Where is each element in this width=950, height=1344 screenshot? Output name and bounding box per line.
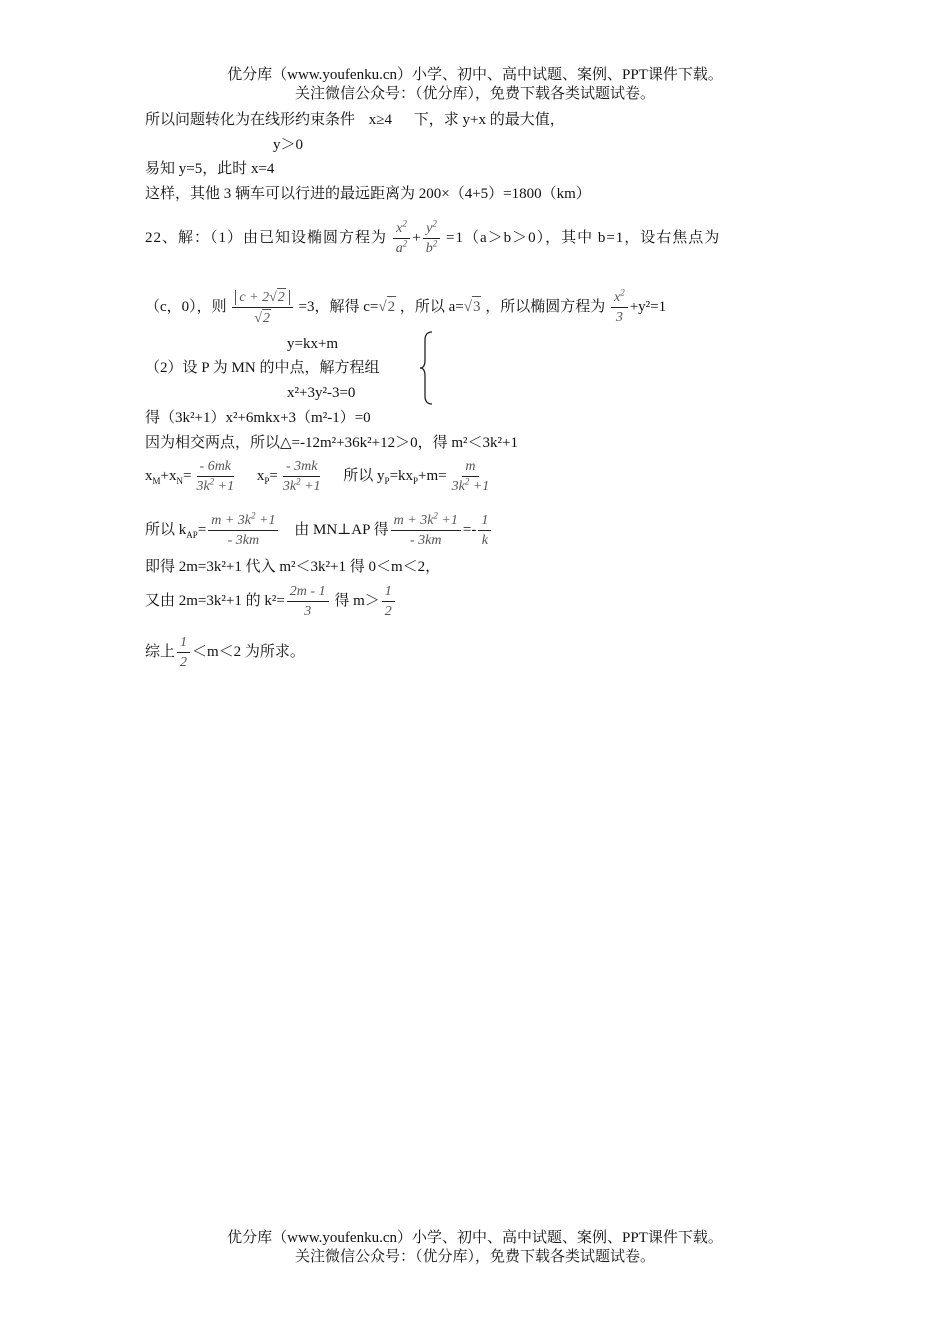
- fraction-kap-2: $\frac{m + 3k^2 +1}{- 3km}$: [391, 512, 461, 549]
- q22-line-1: 22、解：（1）由已知设椭圆方程为 $\frac{x^2}{a^2}$ + $\frac{y^2}{b^2}$ =1（a＞b＞0），其中 b=1，设右焦点为: [145, 218, 721, 256]
- constraint-text: 所以问题转化为在线形约束条件: [145, 112, 356, 128]
- kap-label: 所以 k: [145, 521, 187, 538]
- system-eq-2: x²+3y²-3=0: [287, 385, 356, 401]
- constraint-tail: 下，求 y+x 的最大值，: [413, 112, 565, 128]
- line-discriminant: 因为相交两点，所以△=-12m²+36k²+12＞0，得 m²＜3k²+1: [145, 435, 518, 451]
- conclusion-tail: ＜m＜2 为所求。: [192, 643, 305, 660]
- brace-icon: [418, 330, 436, 406]
- q22-solve-c: =3，解得 c=: [298, 298, 379, 315]
- line-conclusion: [145, 634, 305, 671]
- q22-ellipse-eq: +y²=1: [629, 298, 667, 315]
- q22-mid: =1（a＞b＞0），其中 b=1，设右焦点为: [445, 229, 721, 246]
- q22-line-2: （c，0），则 $\frac{c + 2√2}{√2}$ =3，解得 c=√2 ，所以 a=√3 ，所以椭圆方程为 $\frac{x^2}{3}$ +y²=1: [145, 287, 667, 326]
- fraction-x2-a2: $\frac{x^2}{a^2}$: [393, 220, 411, 257]
- conclusion-prefix: 综上: [145, 643, 176, 660]
- fraction-x2-3: $\frac{x^2}{3}$: [611, 289, 628, 326]
- fraction-y2-b2: $\frac{y^2}{b^2}$: [423, 220, 441, 257]
- m-bound-text: 得 m＞: [334, 592, 380, 609]
- sqrt2-icon: √: [378, 298, 387, 315]
- fraction-half-2: $\frac{1}{2}$: [177, 634, 190, 671]
- fraction-k2: $\frac{2m - 1}{3}$: [287, 583, 329, 620]
- paragraph-solution: 易知 y=5，此时 x=4: [145, 161, 275, 177]
- footer-line-1: 优分库（www.youfenku.cn）小学、初中、高中试题、案例、PPT课件下载。: [227, 1230, 723, 1246]
- q22-solve-a: ，所以 a=: [399, 298, 464, 315]
- line-k2: [145, 583, 397, 620]
- paragraph-constraint: [145, 110, 565, 130]
- footer-line-2: 关注微信公众号：（优分库），免费下载各类试题试卷。: [294, 1249, 655, 1265]
- line-sum-roots: $x_M+x_N=$ $\frac{- 6mk}{3k^2 +1}$ $x_P=$ $\frac{- 3mk}{3k^2 +1}$ 所以 $y_P=kx_P+m=$ $\frac{m}{3k^2 +1}$: [145, 458, 494, 495]
- fraction-1-k: $\frac{1}{k}$: [478, 512, 491, 549]
- line-slope: 所以 $k_{AP}=$ $\frac{m + 3k^2 +1}{- 3km}$ 由 MN⊥AP 得 $\frac{m + 3k^2 +1}{- 3km}$ =- $\frac{1}{k}$: [145, 512, 493, 549]
- line-2m: 即得 2m=3k²+1 代入 m²＜3k²+1 得 0＜m＜2，: [145, 559, 441, 575]
- q22-ellipse-text: ，所以椭圆方程为: [485, 298, 606, 315]
- constraint-x: x≥4: [368, 112, 392, 128]
- fraction-yp: $\frac{m}{3k^2 +1}$: [451, 459, 490, 494]
- q22-prefix: 22、解：（1）由已知设椭圆方程为: [145, 229, 388, 246]
- header-line-1: 优分库（www.youfenku.cn）小学、初中、高中试题、案例、PPT课件下载。: [227, 67, 723, 83]
- sqrt3-icon: √: [463, 298, 472, 315]
- k2-text: 又由 2m=3k²+1 的 k²=: [145, 592, 285, 609]
- equals-minus: =-: [462, 521, 477, 538]
- perpendicular-text: 由 MN⊥AP 得: [294, 521, 389, 538]
- fraction-kap: $\frac{m + 3k^2 +1}{- 3km}$: [208, 512, 278, 549]
- constraint-y: y＞0: [273, 137, 304, 153]
- system-eq-1: y=kx+m: [287, 336, 339, 352]
- fraction-xp: $\frac{- 3mk}{3k^2 +1}$: [282, 459, 321, 494]
- yp-label: 所以 y: [343, 467, 385, 484]
- system-label: （2）设 P 为 MN 的中点，解方程组: [145, 360, 380, 376]
- header-line-2: 关注微信公众号：（优分库），免费下载各类试题试卷。: [294, 86, 655, 102]
- fraction-distance: $\frac{c + 2√2}{√2}$: [232, 288, 292, 327]
- paragraph-distance: 这样，其他 3 辆车可以行进的最远距离为 200×（4+5）=1800（km）: [145, 186, 591, 202]
- fraction-sum: $\frac{- 6mk}{3k^2 +1}$: [196, 459, 235, 494]
- fraction-half: $\frac{1}{2}$: [382, 583, 395, 620]
- line-quadratic: 得（3k²+1）x²+6mkx+3（m²-1）=0: [145, 410, 371, 426]
- q22-focus-text: （c，0），则: [145, 298, 227, 315]
